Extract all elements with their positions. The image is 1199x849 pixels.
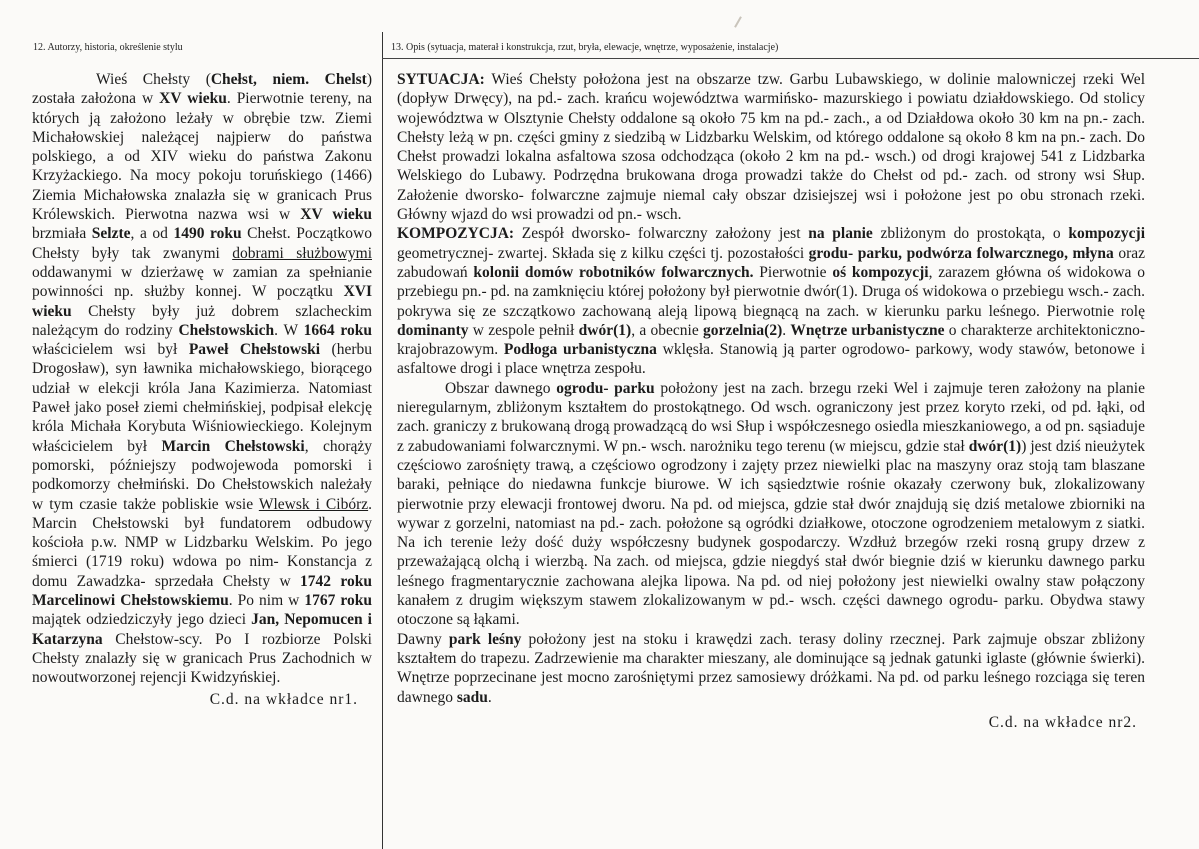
composition-paragraph: KOMPOZYCJA: Zespół dworsko- folwarczny założony jest na planie zbliżonym do prostokąta, o kompozycji geometrycznej- zwartej. Składa się z kilku części tj. pozostałości grodu- parku, podwórza folwarcznego, młyna oraz zabudowań kolonii domów robotników folwarcznych. Pierwotnie oś kompozycji, zarazem główna oś widokowa o przebiegu pn.- pd. na zamknięciu której położony był pierwotnie dwór(1). Druga oś widokowa o przebiegu wsch.- zach. pokrywa się ze szczątkowo zachowaną aleją lipową biegnącą na zach. w kierunku parku leśnego. Pierwotnie rolę dominanty w zespole pełnił dwór(1), a obecnie gorzelnia(2). Wnętrze urbanistyczne o charakterze architektoniczno- krajobrazowym. Podłoga urbanistyczna wklęsła. Stanowią ją parter ogrodowo- parkowy, wody stawów, betonowe i asfaltowe drogi i place wnętrza zespołu. xyxy=(397,225,1146,378)
column-divider xyxy=(382,32,383,849)
right-column-header: 13. Opis (sytuacja, materał i konstrukcja, rzut, bryła, elewacje, wnętrze, wyposażenie, instalacje) xyxy=(391,42,779,53)
pencil-mark xyxy=(734,16,742,27)
continuation-note-1: C.d. na wkładce nr1. xyxy=(209,690,358,708)
garden-park-paragraph: Obszar dawnego ogrodu- parku położony jest na zach. brzegu rzeki Wel i zajmuje teren założony na planie nieregularnym, zbliżonym kształtem do prostokątnego. Od wsch. ograniczony jest przez koryto rzeki, od pd. łąki, od zach. graniczy z brukowaną drogą prowadzącą do wsi Słup i współczesnego osiedla mieszkaniowego, a od pn. sąsiaduje z zabudowaniami folwarcznymi. W pn.- wsch. narożniku tego terenu (w miejscu, gdzie stał dwór(1)) jest dziś nieużytek częściowo zarośnięty trawą, a częściowo ogrodzony i zajęty przez niewielki plac na maszyny oraz stoją tam blaszane baraki, pełniące do niedawna funkcje biurowe. W ich sąsiedztwie rośnie okazały czerwony buk, zlokalizowany pierwotnie przy elewacji frontowej dworu. Na pd. od miejsca, gdzie stał dwór znajdują się dziś metalowe zbiorniki na wywar z gorzelni, natomiast na pd.- zach. położone są ogródki działkowe, otoczone ogrodzeniem metalowym z siatki. Na ich terenie leży dość duży współczesny budynek gospodarczy. Wzdłuż brzegów rzeki rosną grupy drzew z przeważającą olchą i wierzbą. Na zach. od miejsca, gdzie niegdyś stał dwór biegnie dziś w kierunku dawnego parku leśnego fragmentarycznie zachowana alejka lipowa. Na pd. od niej położony jest niewielki owalny staw połączony kanałem z drugim większym stawem zlokalizowanym w pd.- wsch. części dawnego ogrodu- parku. Obydwa stawy otoczone są łąkami. xyxy=(397,379,1146,629)
header-rule xyxy=(382,58,1199,59)
left-column-header: 12. Autorzy, historia, określenie stylu xyxy=(33,42,183,53)
history-paragraph: Wieś Chełsty (Chełst, niem. Chelst) została założona w XV wieku. Pierwotnie tereny, na których ją założono leżały w obrębie tzw. Ziemi Michałowskiej należącej najpierw do państwa polskiego, a od XIV wieku do państwa Zakonu Krzyżackiego. Na mocy pokoju toruńskiego (1466) Ziemia Michałowska znalazła się w granicach Prus Królewskich. Pierwotna nazwa wsi w XV wieku brzmiała Selzte, a od 1490 roku Chełst. Początkowo Chełsty były tak zwanymi dobrami służbowymi oddawanymi w dzierżawę w zamian za spełnianie powinności np. służby konnej. W początku XVI wieku Chełsty były już dobrem szlacheckim należącym do rodziny Chełstowskich. W 1664 roku właścicielem wsi był Paweł Chełstowski (herbu Drogosław), syn ławnika michałowskiego, biorącego udział w elekcji króla Jana Kazimierza. Natomiast Paweł jako poseł ziemi chełmińskiej, podpisał elekcję króla Michała Korybuta Wiśniowieckiego. Kolejnym właścicielem był Marcin Chełstowski, chorąży pomorski, późniejszy podwojewoda pomorski i podkomorzy chełmiński. Do Chełstowskich należały w tym czasie także pobliskie wsie Wlewsk i Cibórz. Marcin Chełstowski był fundatorem odbudowy kościoła p.w. NMP w Lidzbarku Welskim. Po jego śmierci (1719 roku) wdowa po nim- Konstancja z domu Zawadzka- sprzedała Chełsty w 1742 roku Marcelinowi Chełstowskiemu. Po nim w 1767 roku majątek odziedziczyły jego dzieci Jan, Nepomucen i Katarzyna Chełstow-scy. Po I rozbiorze Polski Chełsty znalazły się w granicach Prus Zachodnich w nowoutworzonej rejencji Kwidzyńskiej. xyxy=(32,71,373,687)
continuation-note-2: C.d. na wkładce nr2. xyxy=(988,713,1137,731)
description-column xyxy=(397,70,1145,732)
forest-park-paragraph: Dawny park leśny położony jest na stoku i krawędzi zach. terasy doliny rzecznej. Park zajmuje obszar zbliżony kształtem do trapezu. Zadrzewienie ma charakter mieszany, ale dominujące są jednak gatunki iglaste (głównie świerki). Wnętrze poprzecinane jest mocno zarośniętymi przez samosiewy dróżkami. Na pd. od parku leśnego rozciąga się teren dawnego sadu. xyxy=(397,630,1145,706)
history-column xyxy=(32,70,372,709)
situation-paragraph: SYTUACJA: Wieś Chełsty położona jest na obszarze tzw. Garbu Lubawskiego, w dolinie malowniczej rzeki Wel (dopływ Drwęcy), na pd.- zach. krańcu województwa warmińsko- mazurskiego i powiatu działdowskiego. Od stolicy województwa w Olsztynie Chełsty oddalone są około 75 km na pd.- zach., a od Działdowa około 30 km na pn.- zach. Chełsty leżą w pn. części gminy z siedzibą w Lidzbarku Welskim, od którego oddalone są około 8 km na pn.- zach. Do Chełst prowadzi lokalna asfaltowa szosa odchodząca (około 2 km na pd.- wsch.) od drogi krajowej 541 z Lidzbarka Welskiego do Lubawy. Podrzędna brukowana droga prowadzi także do Chełst od pd.- zach. od strony wsi Słup. Założenie dworsko- folwarczne zajmuje niemal cały obszar dzisiejszej wsi i położone jest po obu stronach rzeki. Główny wjazd do wsi prowadzi od pn.- wsch. xyxy=(397,71,1145,224)
